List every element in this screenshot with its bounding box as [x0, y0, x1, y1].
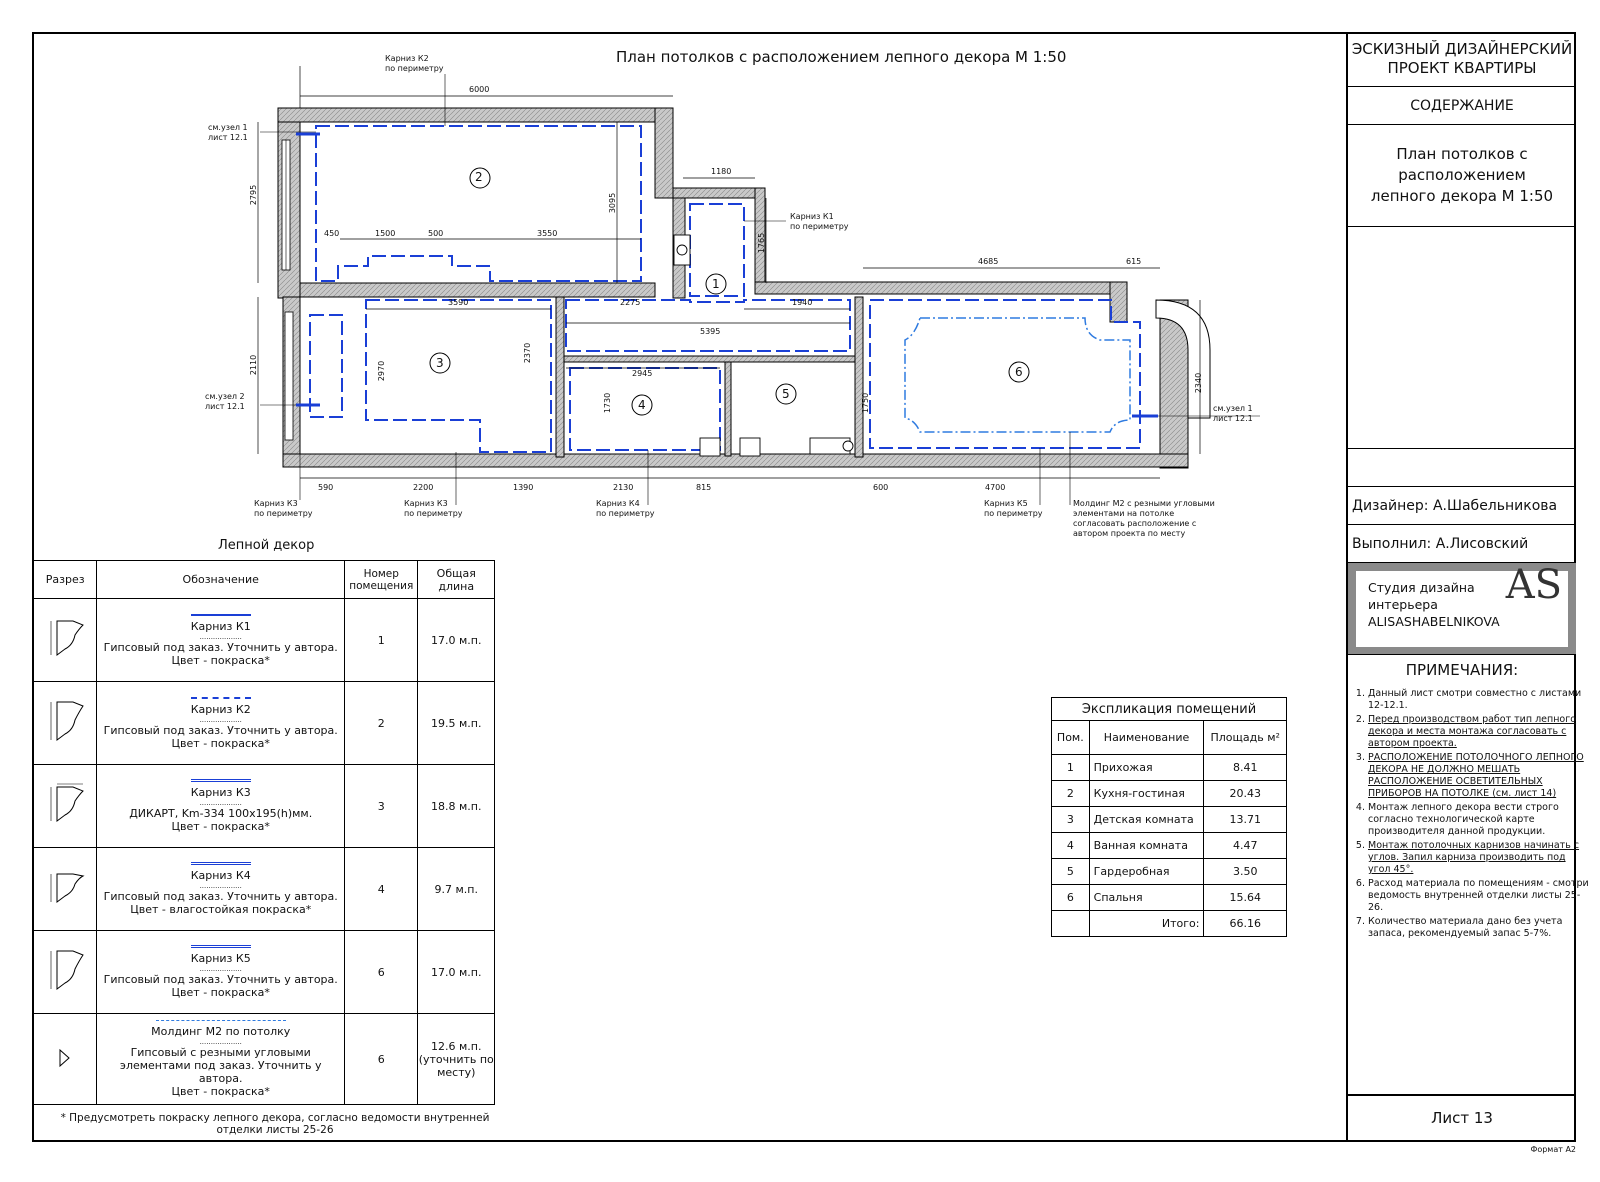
project-title: ЭСКИЗНЫЙ ДИЗАЙНЕРСКИЙ ПРОЕКТ КВАРТИРЫ	[1348, 32, 1576, 87]
designation-cell: Карниз К4 ................... Гипсовый под заказ. Уточнить у автора. Цвет - влагостойкая покраска*	[97, 848, 345, 931]
dim-label: 2370	[523, 342, 533, 364]
annotation-k4: Карниз К4 по периметру	[596, 499, 655, 518]
table-row	[34, 682, 495, 765]
plan-title: План потолков с расположением лепного декора М 1:50	[616, 48, 1067, 66]
dim-label: 3590	[448, 298, 469, 307]
length-cell: 12.6 м.п. (уточнить по месту)	[418, 1014, 495, 1105]
dim-label: 2970	[377, 360, 387, 382]
table-row: 2 Кухня-гостиная 20.43	[1052, 781, 1287, 807]
annotation-k5: Карниз К5 по периметру	[984, 499, 1043, 518]
room-4-number: 4	[638, 398, 646, 412]
table-row	[34, 931, 495, 1014]
room-cell: 2	[345, 682, 418, 765]
empty-cell	[1348, 227, 1576, 449]
contents-label: СОДЕРЖАНИЕ	[1348, 87, 1576, 125]
header-room: Номер помещения	[345, 561, 418, 599]
annotation-node1-top: см.узел 1 лист 12.1	[208, 123, 248, 142]
dim-label: 2795	[249, 184, 259, 206]
header-length: Общая длина	[418, 561, 495, 599]
room-3-number: 3	[436, 356, 444, 370]
table-row: 4 Ванная комната 4.47	[1052, 833, 1287, 859]
header-number: Пом.	[1052, 721, 1090, 755]
dim-label: 500	[428, 229, 444, 238]
note-item: 3. РАСПОЛОЖЕНИЕ ПОТОЛОЧНОГО ЛЕПНОГО ДЕКОРА НЕ ДОЛЖНО МЕШАТЬ РАСПОЛОЖЕНИЕ ОСВЕТИТЕЛЬНЫХ ПРИБОРОВ НА ПОТОЛКЕ (см. лист 14)	[1368, 752, 1590, 800]
dim-label: 3095	[608, 192, 618, 214]
table-row	[34, 848, 495, 931]
length-cell: 9.7 м.п.	[418, 848, 495, 931]
header-section: Разрез	[34, 561, 97, 599]
table-row	[34, 599, 495, 682]
table-row: 1 Прихожая 8.41	[1052, 755, 1287, 781]
annotation-k3a: Карниз К3 по периметру	[254, 499, 313, 518]
dim-label: 1730	[603, 392, 613, 414]
annotation-k3b: Карниз К3 по периметру	[404, 499, 463, 518]
dim-label: 1180	[711, 167, 732, 176]
note-item: 7. Количество материала дано без учета запаса, рекомендуемый запас 5-7%.	[1368, 916, 1590, 940]
designer: Дизайнер: А.Шабельникова	[1348, 487, 1576, 525]
title-block	[1346, 32, 1576, 1142]
note-item: 5. Монтаж потолочных карнизов начинать с углов. Запил карниза производить под угол 45°.	[1368, 840, 1590, 876]
dim-label: 600	[873, 483, 889, 492]
designation-cell: Карниз К5 ................... Гипсовый под заказ. Уточнить у автора. Цвет - покраска*	[97, 931, 345, 1014]
room-cell: 6	[345, 931, 418, 1014]
profile-k1-icon	[34, 599, 97, 682]
annotation-k1: Карниз К1 по периметру	[790, 212, 849, 231]
annotation-k2: Карниз К2 по периметру	[385, 54, 444, 73]
decor-footnote: * Предусмотреть покраску лепного декора, согласно ведомости внутренней отделки листы 25-26	[60, 1112, 490, 1136]
notes-list	[1350, 688, 1590, 942]
explication-title: Экспликация помещений	[1052, 698, 1287, 721]
annotation-node1-right: см.узел 1 лист 12.1	[1213, 404, 1253, 423]
dim-label: 590	[318, 483, 334, 492]
room-cell: 6	[345, 1014, 418, 1105]
designation-cell: Карниз К1 ................... Гипсовый под заказ. Уточнить у автора. Цвет - покраска*	[97, 599, 345, 682]
dim-label: 2275	[620, 298, 641, 307]
designation-cell: Карниз К3 ................... ДИКАРТ, Km-334 100x195(h)мм. Цвет - покраска*	[97, 765, 345, 848]
room-2-number: 2	[475, 170, 483, 184]
sheet-title: План потолков с расположением лепного декора М 1:50	[1348, 125, 1576, 227]
dim-label: 2340	[1194, 372, 1204, 394]
dim-label: 5395	[700, 327, 721, 336]
decor-table-title: Лепной декор	[218, 538, 315, 553]
dim-label: 2110	[249, 354, 259, 376]
executor: Выполнил: А.Лисовский	[1348, 525, 1576, 563]
dim-label: 815	[696, 483, 712, 492]
dim-label: 450	[324, 229, 340, 238]
header-name: Наименование	[1089, 721, 1204, 755]
dim-label: 2945	[632, 369, 653, 378]
sheet-number: Лист 13	[1348, 1095, 1576, 1140]
dim-label: 1500	[375, 229, 396, 238]
table-row: 3 Детская комната 13.71	[1052, 807, 1287, 833]
format-label: Формат А2	[1530, 1145, 1576, 1154]
empty-cell	[1348, 449, 1576, 487]
dim-label: 1390	[513, 483, 534, 492]
note-item: 6. Расход материала по помещениям - смотри ведомость внутренней отделки листы 25-26.	[1368, 878, 1590, 914]
profile-k5-icon	[34, 931, 97, 1014]
walls	[278, 108, 1188, 468]
room-1-number: 1	[712, 277, 720, 291]
profile-k3-icon	[34, 765, 97, 848]
decor-table	[33, 560, 495, 1105]
dim-label: 6000	[469, 85, 490, 94]
explication-table	[1051, 697, 1287, 937]
table-row: 6 Спальня 15.64	[1052, 885, 1287, 911]
dim-label: 1765	[757, 232, 767, 254]
header-designation: Обозначение	[97, 561, 345, 599]
table-row: 5 Гардеробная 3.50	[1052, 859, 1287, 885]
length-cell: 17.0 м.п.	[418, 931, 495, 1014]
length-cell: 19.5 м.п.	[418, 682, 495, 765]
dim-label: 1940	[792, 298, 813, 307]
table-row	[34, 1014, 495, 1105]
note-item: 2. Перед производством работ тип лепного декора и места монтажа согласовать с автором проекта.	[1368, 714, 1590, 750]
dim-label: 2130	[613, 483, 634, 492]
studio-block: Студия дизайна интерьера ALISASHABELNIKOVA AS	[1348, 563, 1576, 655]
annotation-node2: см.узел 2 лист 12.1	[205, 392, 245, 411]
ceiling-plan	[0, 0, 1340, 560]
dim-label: 1750	[861, 392, 871, 414]
dim-label: 615	[1126, 257, 1142, 266]
dim-label: 3550	[537, 229, 558, 238]
dim-label: 4700	[985, 483, 1006, 492]
room-cell: 4	[345, 848, 418, 931]
dim-label: 2200	[413, 483, 434, 492]
room-cell: 3	[345, 765, 418, 848]
profile-k2-icon	[34, 682, 97, 765]
length-cell: 17.0 м.п.	[418, 599, 495, 682]
profile-k4-icon	[34, 848, 97, 931]
room-6-number: 6	[1015, 365, 1023, 379]
notes-title: ПРИМЕЧАНИЯ:	[1405, 661, 1519, 679]
table-row	[34, 765, 495, 848]
room-cell: 1	[345, 599, 418, 682]
designation-cell: Молдинг М2 по потолку ................... Гипсовый с резными угловыми элементами под заказ. Уточнить у автора. Цвет - покраска*	[97, 1014, 345, 1105]
designation-cell: Карниз К2 ................... Гипсовый под заказ. Уточнить у автора. Цвет - покраска*	[97, 682, 345, 765]
note-item: 4. Монтаж лепного декора вести строго согласно технологической карте производителя данной продукции.	[1368, 802, 1590, 838]
length-cell: 18.8 м.п.	[418, 765, 495, 848]
studio-logo: AS	[1505, 561, 1562, 608]
annotation-m2: Молдинг М2 с резными угловыми элементами на потолке согласовать расположение с автором проекта по месту	[1073, 499, 1215, 538]
profile-m2-icon	[34, 1014, 97, 1105]
header-area: Площадь м²	[1204, 721, 1287, 755]
room-5-number: 5	[782, 387, 790, 401]
dim-label: 4685	[978, 257, 999, 266]
note-item: 1. Данный лист смотри совместно с листами 12-12.1.	[1368, 688, 1590, 712]
total-row: Итого: 66.16	[1052, 911, 1287, 937]
